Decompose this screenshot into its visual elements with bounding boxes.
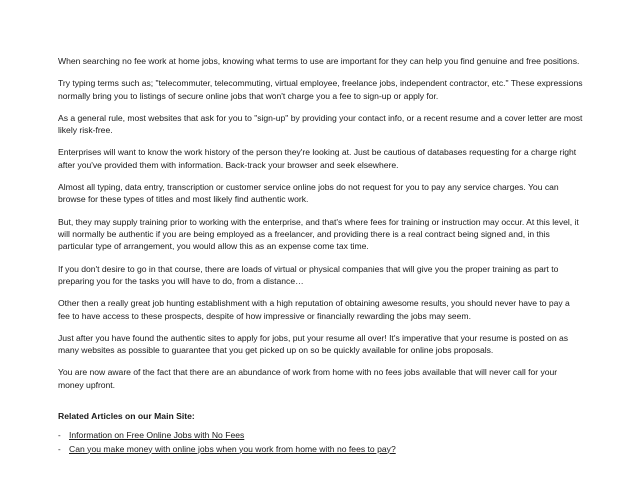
paragraph-10: You are now aware of the fact that there are an abundance of work from home with no fees jobs available that will never call for your money upfront. xyxy=(58,367,558,390)
article-body xyxy=(58,55,583,456)
paragraph-5: Almost all typing, data entry, transcription or customer service online jobs do not request for you to pay any service charges. You can browse for these types of titles and most likely find authentic work. xyxy=(58,182,559,205)
paragraph-3: As a general rule, most websites that ask for you to "sign-up" by providing your contact info, or a recent resume and a cover letter are most likely risk-free. xyxy=(58,112,583,136)
paragraph-4: Enterprises will want to know the work history of the person they're looking at. Just be cautious of databases requesting for a charge right after you've provided them with information. Back-track your browser and seek elsewhere. xyxy=(58,147,577,170)
list-item xyxy=(58,443,583,456)
related-articles-list xyxy=(58,429,583,455)
related-link-free-online-jobs[interactable]: Information on Free Online Jobs with No Fees xyxy=(69,430,245,441)
bullet-marker: - xyxy=(58,444,61,454)
related-link-make-money-online[interactable]: Can you make money with online jobs when you work from home with no fees to pay? xyxy=(69,443,396,454)
paragraph-1: When searching no fee work at home jobs, knowing what terms to use are important for they can help you find genuine and free positions. xyxy=(58,56,580,66)
list-item xyxy=(58,429,583,442)
paragraph-9: Just after you have found the authentic sites to apply for jobs, put your resume all over! It's imperative that your resume is posted on as many websites as possible to guarantee that you get picked up on so be quickly available for online jobs proposals. xyxy=(58,332,568,356)
paragraph-6: But, they may supply training prior to working with the enterprise, and that's where fees for training or instruction may occur. At this level, it will normally be authentic if you are being employed as a freelancer, and providing there is a real contract being signed and, in this particular type of arrangement, you would allow this as an expense come tax time. xyxy=(58,216,579,252)
paragraph-8: Other then a really great job hunting establishment with a high reputation of obtaining awesome results, you should never have to pay a fee to have access to these prospects, despite of how impressive or financially rewarding the jobs may seem. xyxy=(58,298,570,321)
paragraph-2: Try typing terms such as; "telecommuter, telecommuting, virtual employee, freelance jobs, independent contractor, etc." These expressions normally bring you to listings of secure online jobs that won't charge you a fee to sign-up or apply for. xyxy=(58,78,583,101)
bullet-marker: - xyxy=(58,431,61,441)
paragraph-7: If you don't desire to go in that course, there are loads of virtual or physical companies that will give you the proper training as part to preparing you for the tasks you will have to do, from a distance… xyxy=(58,263,559,287)
related-articles-heading: Related Articles on our Main Site: xyxy=(58,411,195,422)
